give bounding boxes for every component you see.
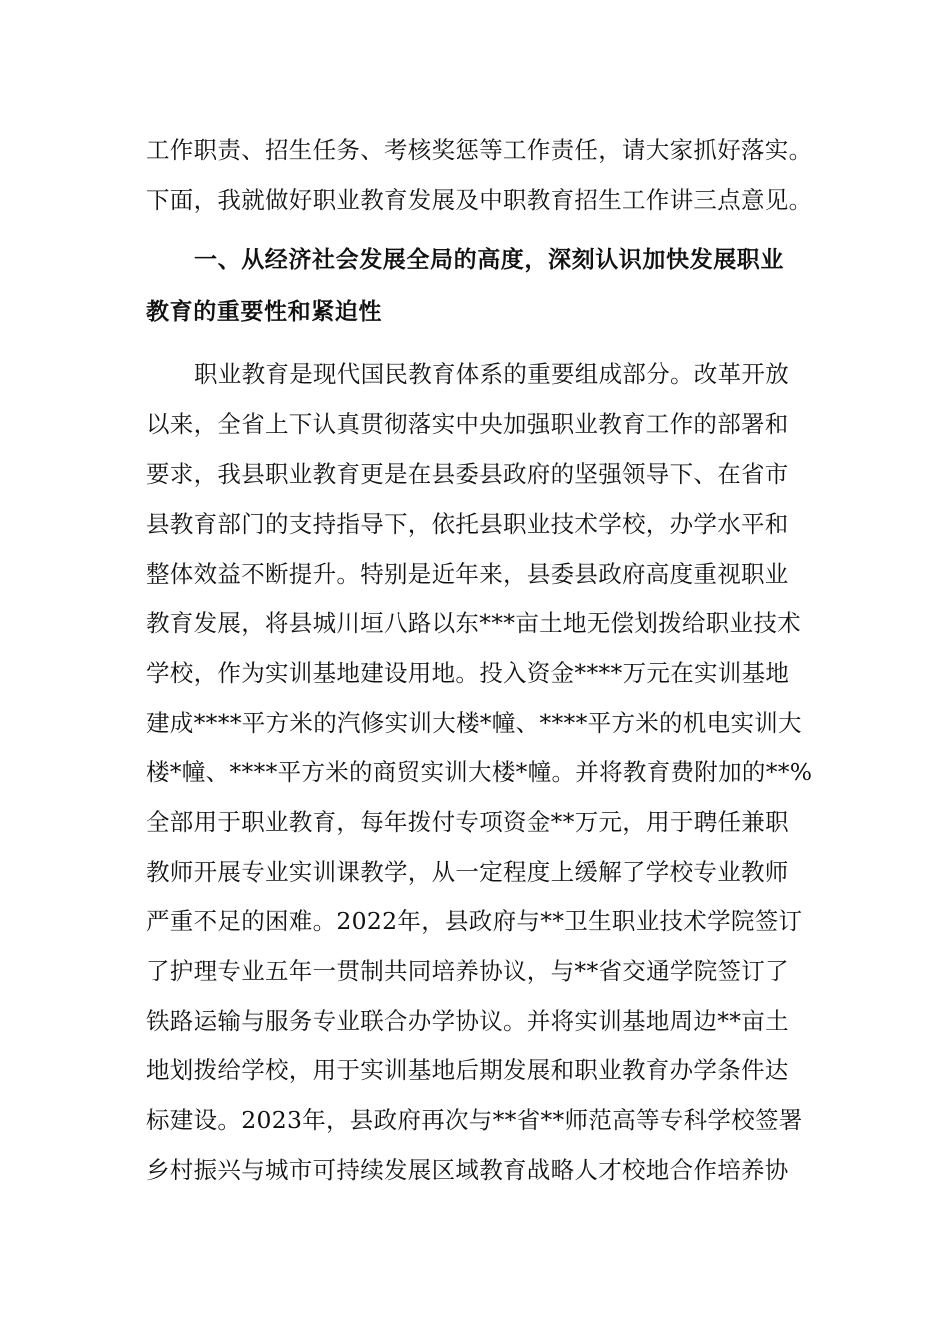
- text-line: 县教育部门的支持指导下，依托县职业技术学校，办学水平和: [146, 510, 789, 538]
- text-line: 整体效益不断提升。特别是近年来，县委县政府高度重视职业: [146, 560, 789, 588]
- text-line: 教育发展，将县城川垣八路以东***亩土地无偿划拨给职业技术: [146, 609, 801, 637]
- text-line: 建成****平方米的汽修实训大楼*幢、****平方米的机电实训大: [146, 709, 802, 737]
- text-line: 要求，我县职业教育更是在县委县政府的坚强领导下、在省市: [146, 460, 789, 488]
- text-line: 工作职责、招生任务、考核奖惩等工作责任，请大家抓好落实。: [146, 136, 813, 164]
- text-line: 铁路运输与服务专业联合办学协议。并将实训基地周边**亩土: [146, 1007, 789, 1035]
- text-line: 乡村振兴与城市可持续发展区域教育战略人才校地合作培养协: [146, 1156, 789, 1184]
- text-line: 全部用于职业教育，每年拨付专项资金**万元，用于聘任兼职: [146, 808, 789, 836]
- section-heading: 一、从经济社会发展全局的高度，深刻认识加快发展职业: [194, 247, 784, 273]
- text-line: 标建设。2023年，县政府再次与**省**师范高等专科学校签署: [146, 1106, 803, 1134]
- text-line: 楼*幢、****平方米的商贸实训大楼*幢。并将教育费附加的**%: [146, 758, 813, 786]
- text-line: 以来，全省上下认真贯彻落实中央加强职业教育工作的部署和: [146, 410, 789, 438]
- section-heading-continued: 教育的重要性和紧迫性: [146, 299, 382, 325]
- paragraph-first-line: 职业教育是现代国民教育体系的重要组成部分。改革开放: [194, 360, 789, 388]
- text-line: 下面，我就做好职业教育发展及中职教育招生工作讲三点意见。: [146, 186, 813, 214]
- text-line: 学校，作为实训基地建设用地。投入资金****万元在实训基地: [146, 659, 790, 687]
- text-line: 了护理专业五年一贯制共同培养协议，与**省交通学院签订了: [146, 957, 789, 985]
- text-line: 教师开展专业实训课教学，从一定程度上缓解了学校专业教师: [146, 858, 789, 886]
- text-line: 严重不足的困难。2022年，县政府与**卫生职业技术学院签订: [146, 907, 803, 935]
- text-line: 地划拨给学校，用于实训基地后期发展和职业教育办学条件达: [146, 1056, 789, 1084]
